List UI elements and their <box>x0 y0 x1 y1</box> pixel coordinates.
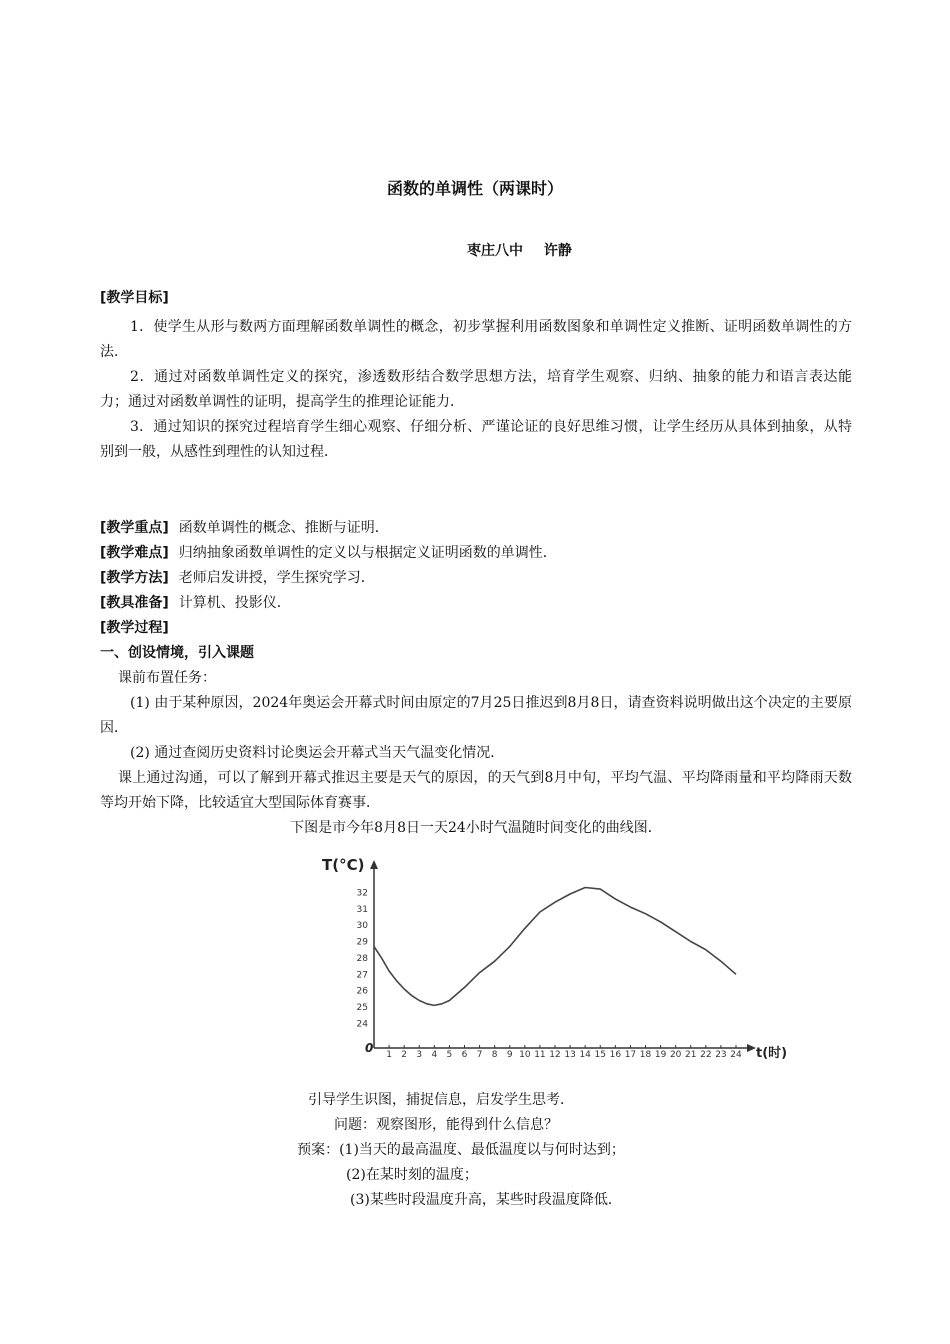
key-point-label: [教学重点] <box>100 520 169 536</box>
x-tick-label: 5 <box>446 1050 453 1060</box>
answer-3: (3)某些时段温度升高，某些时段温度降低． <box>350 1192 622 1208</box>
y-tick-label: 29 <box>356 937 368 948</box>
method-text: 老师启发讲授，学生探究学习． <box>178 570 375 586</box>
temperature-chart <box>318 852 788 1064</box>
difficulty-label: [教学难点] <box>100 545 169 561</box>
x-tick-label: 13 <box>564 1050 576 1060</box>
x-tick-label: 20 <box>669 1050 682 1060</box>
method-label: [教学方法] <box>100 570 169 586</box>
tools-text: 计算机、投影仪． <box>178 595 291 611</box>
answer-2: (2)在某时刻的温度； <box>346 1167 478 1183</box>
x-tick-label: 7 <box>476 1050 483 1060</box>
goal-item-1: 1．使学生从形与数两方面理解函数单调性的概念，初步掌握利用函数图象和单调性定义推断、证明函数单调性的方法． <box>100 319 852 360</box>
y-tick-label: 24 <box>356 1019 368 1030</box>
x-tick-label: 4 <box>431 1050 438 1060</box>
y-tick-label: 27 <box>356 970 368 981</box>
x-axis-label: t(时) <box>756 1046 788 1061</box>
answer-1: 预案：(1)当天的最高温度、最低温度以与何时达到； <box>297 1142 625 1158</box>
x-tick-label: 22 <box>700 1050 712 1060</box>
guide-text: 引导学生识图，捕捉信息，启发学生思考． <box>308 1092 574 1108</box>
pre-task-text: 课前布置任务： <box>118 670 216 686</box>
x-tick-label: 9 <box>506 1050 513 1060</box>
temperature-curve <box>374 888 736 1006</box>
chart-caption: 下图是市今年8月8日一天24小时气温随时间变化的曲线图． <box>290 820 662 836</box>
x-tick-label: 24 <box>730 1050 742 1060</box>
x-tick-label: 19 <box>654 1050 667 1060</box>
y-tick-label: 28 <box>356 953 368 964</box>
x-tick-label: 18 <box>639 1050 652 1060</box>
x-tick-label: 16 <box>609 1050 622 1060</box>
x-tick-label: 15 <box>594 1050 606 1060</box>
y-tick-label: 26 <box>356 986 368 997</box>
y-axis-arrow <box>370 860 378 869</box>
goals-heading: [教学目标] <box>100 290 169 306</box>
key-point-row <box>100 516 852 541</box>
task-1: (1) 由于某种原因，2024年奥运会开幕式时间由原定的7月25日推迟到8月8日，请查资料说明做出这个决定的主要原因． <box>100 695 852 736</box>
x-tick-label: 17 <box>624 1050 637 1060</box>
x-tick-label: 2 <box>401 1050 408 1060</box>
section1-heading: 一、创设情境，引入课题 <box>100 645 254 661</box>
x-tick-label: 10 <box>519 1050 531 1060</box>
goal-item-3: 3．通过知识的探究过程培育学生细心观察、仔细分析、严谨论证的良好思维习惯，让学生经历从具体到抽象，从特别到一般，从感性到理性的认知过程． <box>100 419 852 460</box>
x-tick-label: 23 <box>715 1050 727 1060</box>
question-text: 问题：观察图形，能得到什么信息？ <box>334 1117 558 1133</box>
x-tick-label: 12 <box>549 1050 561 1060</box>
origin-label: 0 <box>365 1041 374 1055</box>
x-tick-label: 11 <box>534 1050 546 1060</box>
y-tick-label: 30 <box>356 921 368 932</box>
y-axis-label: T(°C) <box>322 856 365 874</box>
x-tick-label: 21 <box>685 1050 697 1060</box>
x-tick-label: 8 <box>491 1050 498 1060</box>
class-text: 课上通过沟通，可以了解到开幕式推迟主要是天气的原因，的天气到8月中旬，平均气温、平均降雨量和平均降雨天数等均开始下降，比较适宜大型国际体育赛事． <box>100 770 852 811</box>
x-tick-label: 3 <box>416 1050 423 1060</box>
document-title: 函数的单调性（两课时） <box>386 179 563 198</box>
goal-item-2: 2．通过对函数单调性定义的探究，渗透数形结合数学思想方法，培育学生观察、归纳、抽象的能力和语言表达能力；通过对函数单调性的证明，提高学生的推理论证能力． <box>100 369 852 410</box>
method-row <box>100 566 852 591</box>
y-tick-label: 31 <box>356 904 368 915</box>
task-2: (2) 通过查阅历史资料讨论奥运会开幕式当天气温变化情况． <box>130 745 505 761</box>
y-tick-label: 25 <box>356 1003 368 1014</box>
tools-row <box>100 591 852 616</box>
key-point-text: 函数单调性的概念、推断与证明． <box>178 520 389 536</box>
x-tick-label: 1 <box>386 1050 392 1060</box>
process-heading: [教学过程] <box>100 620 169 636</box>
x-axis-arrow <box>747 1044 756 1052</box>
author-line: 枣庄八中 许静 <box>467 243 572 259</box>
tools-label: [教具准备] <box>100 595 169 611</box>
difficulty-row <box>100 541 852 566</box>
x-tick-label: 6 <box>461 1050 468 1060</box>
difficulty-text: 归纳抽象函数单调性的定义以与根据定义证明函数的单调性． <box>178 545 557 561</box>
goals-section <box>100 286 852 465</box>
x-tick-label: 14 <box>579 1050 591 1060</box>
y-tick-label: 32 <box>356 888 368 899</box>
info-section <box>100 516 852 841</box>
temperature-chart-svg <box>318 852 788 1064</box>
discussion-section <box>100 1088 852 1213</box>
